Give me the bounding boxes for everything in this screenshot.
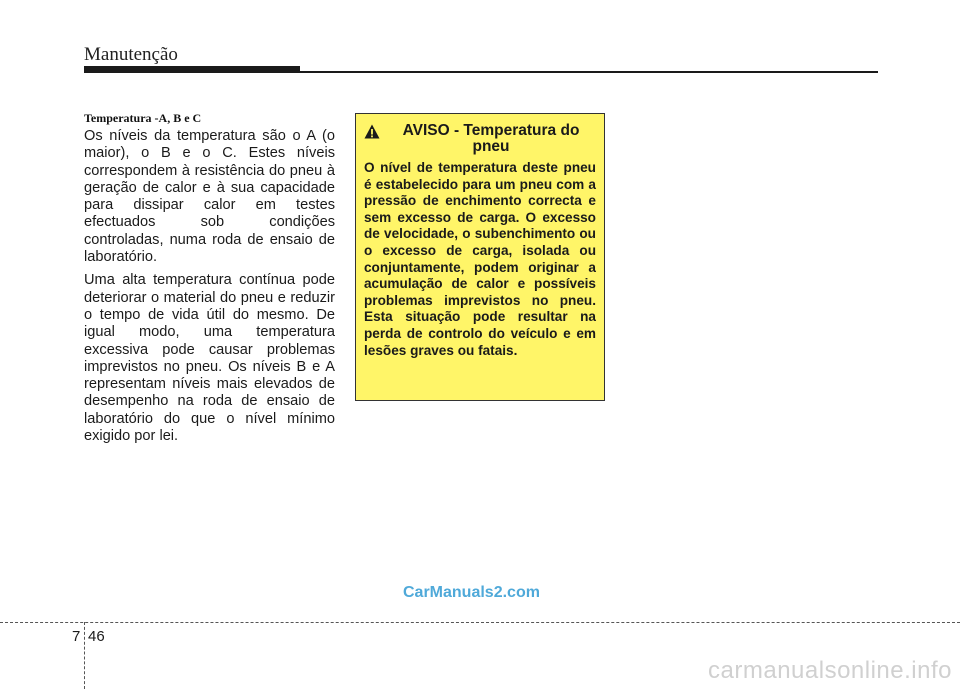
warning-title-row (364, 123, 596, 155)
watermark-link[interactable]: CarManuals2.com (403, 584, 540, 601)
header-rule-thin (84, 71, 878, 73)
page-number: 46 (88, 628, 105, 645)
section-subheading: Temperatura -A, B e C (84, 111, 202, 125)
chapter-number: 7 (72, 628, 81, 645)
warning-triangle-icon (364, 123, 380, 143)
warning-title: AVISO - Temperatura do pneu (402, 122, 580, 155)
site-watermark: carmanualsonline.info (708, 657, 952, 684)
footer-rule (0, 622, 960, 623)
paragraph-2: Uma alta temperatura contínua pode deteriorar o material do pneu e reduzir o tempo de vida útil do mesmo. De igual modo, uma temperatura excessiva pode causar problemas imprevistos no pneu. Os níveis B e A representam níveis mais elevados de desempenho na roda de ensaio de laboratório do que o nível mínimo exigido por lei. (84, 272, 335, 445)
left-column (84, 111, 335, 451)
page-header-title: Manutenção (84, 44, 178, 65)
paragraph-1: Os níveis da temperatura são o A (o maior), o B e o C. Estes níveis correspondem à resistência do pneu à geração de calor e à sua capacidade para dissipar calor em testes efectuados sob condições controladas, numa roda de ensaio de laboratório. (84, 128, 335, 266)
footer-divider (84, 622, 85, 689)
warning-body: O nível de temperatura deste pneu é estabelecido para um pneu com a pressão de enchimento correcta e sem excesso de carga. O excesso de velocidade, o subenchimento ou o excesso de carga, isolada ou conjuntamente, podem originar a acumulação de calor e possíveis problemas imprevistos no pneu. Esta situação pode resultar na perda de controlo do veículo e em lesões graves ou fatais. (364, 160, 596, 358)
warning-box (355, 113, 605, 401)
